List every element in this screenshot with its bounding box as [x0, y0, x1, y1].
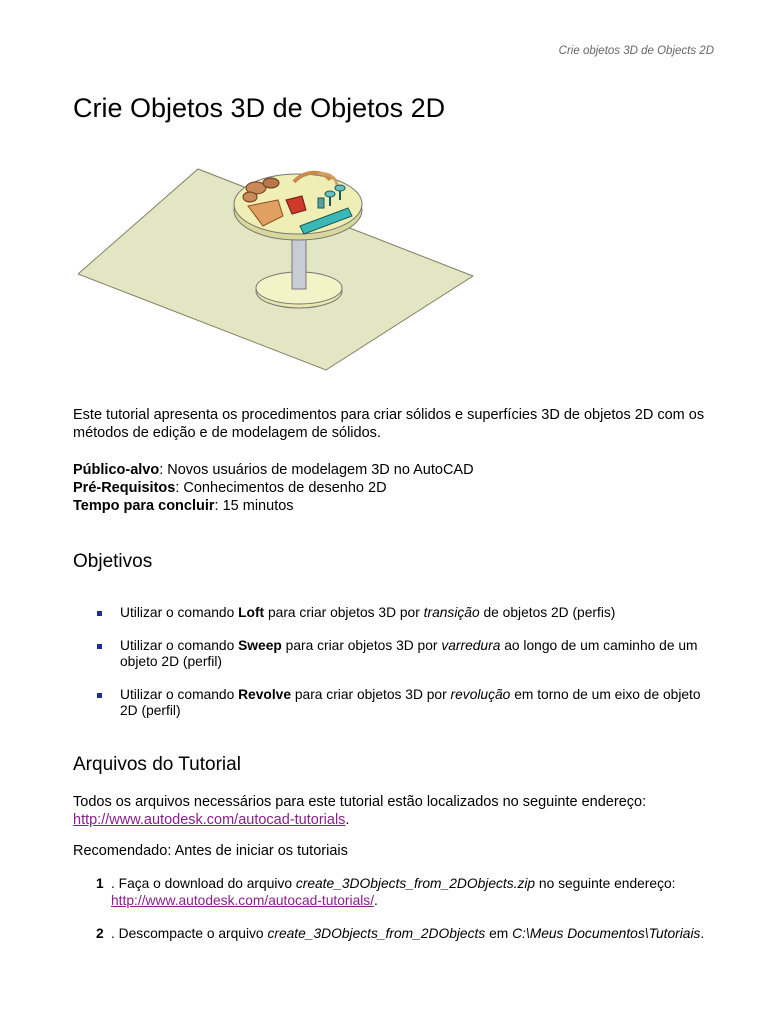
- intro-paragraph: Este tutorial apresenta os procedimentos para criar sólidos e superfícies 3D de objetos 2D com os métodos de edição e de modelagem de sólidos.: [73, 407, 705, 441]
- list-item: [73, 638, 713, 671]
- objectives-heading: Objetivos: [73, 551, 153, 572]
- meta-value: : Conhecimentos de desenho 2D: [175, 480, 387, 496]
- command-name: Sweep: [238, 637, 282, 653]
- files-paragraph: [73, 793, 713, 829]
- command-name: Revolve: [238, 686, 292, 702]
- meta-label: Tempo para concluir: [73, 498, 215, 514]
- item-text: em torno de um eixo de objeto 2D (perfil): [120, 686, 701, 718]
- item-text: Utilizar o comando: [120, 686, 239, 702]
- step-number: 1: [96, 876, 104, 891]
- tutorials-link[interactable]: http://www.autodesk.com/autocad-tutorials: [73, 812, 346, 828]
- item-text: para criar objetos 3D por: [291, 686, 451, 702]
- objectives-list: [73, 605, 713, 736]
- meta-label: Pré-Requisitos: [73, 480, 176, 496]
- item-text: Utilizar o comando: [120, 605, 239, 620]
- step-text: . Faça o download do arquivo: [111, 876, 296, 891]
- item-text: de objetos 2D (perfis): [479, 605, 616, 620]
- item-text: ao longo de um caminho de um objeto 2D (perfil): [120, 637, 698, 669]
- file-name: create_3DObjects_from_2DObjects.zip: [295, 876, 536, 891]
- link-suffix: .: [374, 892, 378, 908]
- meta-label: Público-alvo: [73, 462, 160, 478]
- meta-value: : 15 minutos: [214, 498, 294, 514]
- step-text: . Descompacte o arquivo: [111, 926, 268, 941]
- meta-row-audience: [73, 461, 713, 479]
- tutorial-files-heading: Arquivos do Tutorial: [73, 754, 241, 775]
- download-link[interactable]: http://www.autodesk.com/autocad-tutorials/: [111, 892, 375, 908]
- meta-row-duration: [73, 497, 713, 515]
- step-text: no seguinte endereço:: [535, 876, 676, 891]
- link-suffix: .: [345, 812, 350, 828]
- method-term: revolução: [450, 686, 511, 702]
- item-text: Utilizar o comando: [120, 637, 239, 653]
- method-term: transição: [423, 605, 480, 620]
- item-text: para criar objetos 3D por: [281, 637, 442, 653]
- bullet-icon: [97, 693, 102, 698]
- command-name: Loft: [238, 605, 265, 620]
- 3d-table-illustration: [78, 164, 478, 374]
- running-header: Crie objetos 3D de Objects 2D: [558, 45, 714, 57]
- list-item: [73, 605, 713, 622]
- page-title: Crie Objetos 3D de Objetos 2D: [73, 93, 446, 123]
- list-item: [96, 926, 716, 943]
- meta-block: [73, 461, 713, 515]
- step-number: 2: [96, 926, 104, 941]
- step-text: .: [700, 926, 705, 941]
- step-text: em: [485, 926, 513, 941]
- steps-list: [96, 876, 716, 960]
- folder-path: C:\Meus Documentos\Tutoriais: [512, 926, 701, 941]
- files-text: Todos os arquivos necessários para este tutorial estão localizados no seguinte endereço:: [73, 794, 647, 810]
- folder-name: create_3DObjects_from_2DObjects: [267, 926, 486, 941]
- list-item: [73, 687, 713, 720]
- item-text: para criar objetos 3D por: [264, 605, 424, 620]
- bullet-icon: [97, 611, 102, 616]
- meta-value: : Novos usuários de modelagem 3D no AutoCAD: [159, 462, 474, 478]
- list-item: [96, 876, 716, 909]
- bullet-icon: [97, 644, 102, 649]
- recommended-text: Recomendado: Antes de iniciar os tutoriais: [73, 843, 348, 859]
- method-term: varredura: [441, 637, 501, 653]
- meta-row-prerequisites: [73, 479, 713, 497]
